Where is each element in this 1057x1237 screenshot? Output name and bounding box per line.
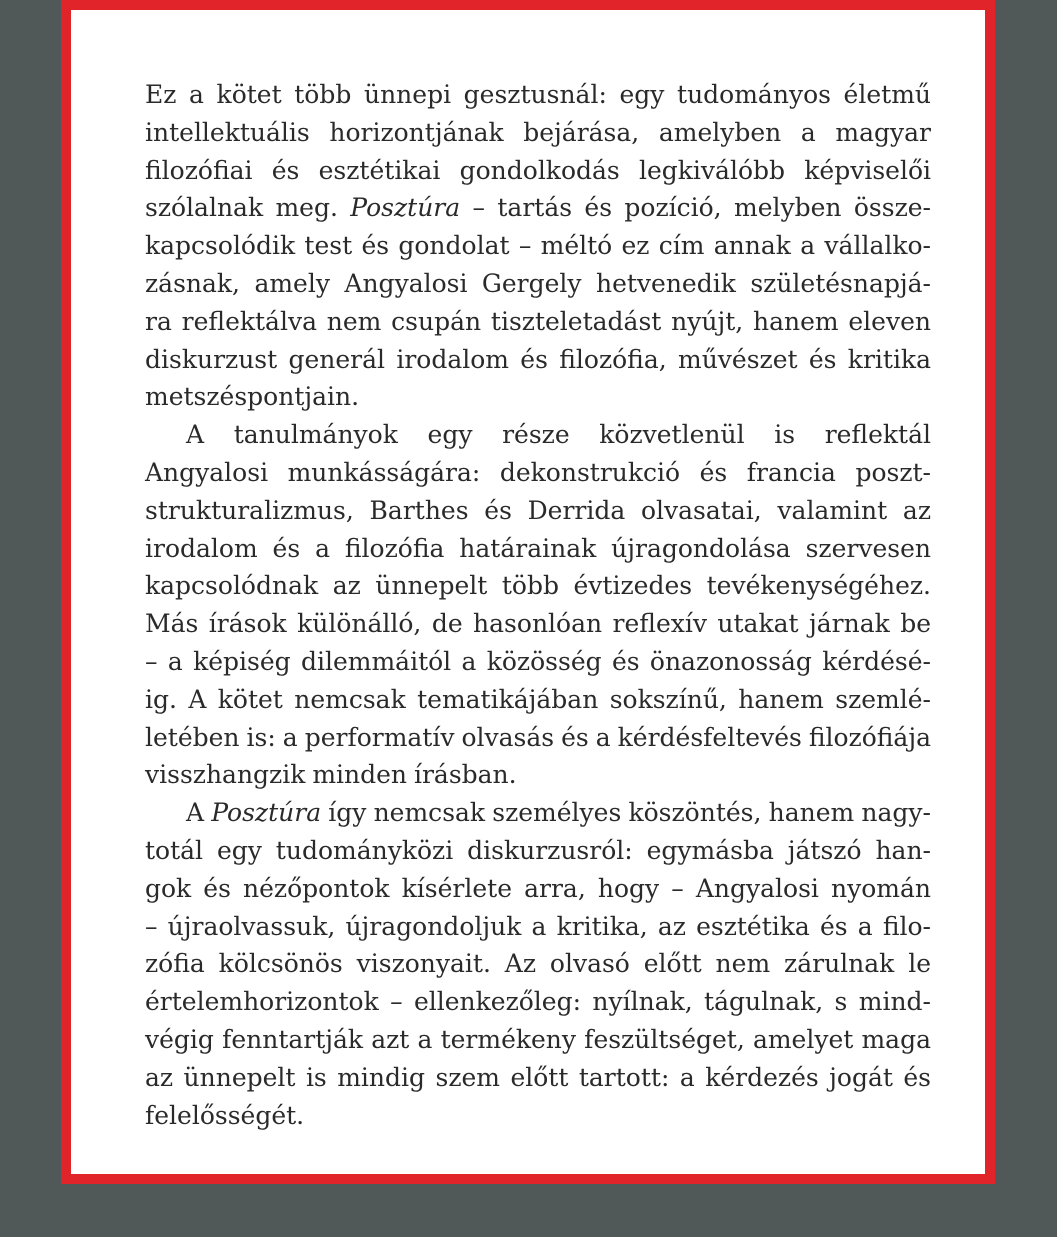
text-segment: metszéspontjain. bbox=[145, 382, 360, 412]
text-line bbox=[145, 378, 931, 416]
text-segment: totál egy tudományközi diskurzusról: egymásba játszó han- bbox=[145, 835, 931, 865]
text-line bbox=[145, 189, 931, 227]
text-segment: értelemhorizontok – ellenkezőleg: nyílnak, tágulnak, s mind- bbox=[145, 987, 931, 1017]
text-segment: – tartás és pozíció, melyben össze- bbox=[460, 193, 931, 223]
text-segment: diskurzust generál irodalom és filozófia, művészet és kritika bbox=[145, 344, 931, 374]
text-segment: kapcsolódik test és gondolat – méltó ez cím annak a vállalko- bbox=[145, 231, 931, 261]
text-line bbox=[145, 719, 931, 757]
text-segment: ig. A kötet nemcsak tematikájában sokszínű, hanem szemlé- bbox=[145, 684, 931, 714]
text-segment: szólalnak meg. bbox=[145, 193, 351, 223]
text-line bbox=[145, 416, 931, 454]
text-segment: zásnak, amely Angyalosi Gergely hetvenedik születésnapjá- bbox=[145, 268, 931, 298]
text-segment: ra reflektálva nem csupán tiszteletadást nyújt, hanem eleven bbox=[145, 306, 931, 336]
text-line bbox=[145, 152, 931, 190]
text-segment: Angyalosi munkásságára: dekonstrukció és francia poszt- bbox=[145, 457, 931, 487]
text-line bbox=[145, 605, 931, 643]
text-line bbox=[145, 1021, 931, 1059]
text-line bbox=[145, 530, 931, 568]
text-line bbox=[145, 983, 931, 1021]
text-segment: irodalom és a filozófia határainak újragondolása szervesen bbox=[145, 533, 931, 563]
italic-title: Posztúra bbox=[211, 798, 322, 828]
text-segment: – újraolvassuk, újragondoljuk a kritika, az esztétika és a filo- bbox=[145, 911, 931, 941]
text-line bbox=[145, 567, 931, 605]
text-line bbox=[145, 114, 931, 152]
text-line bbox=[145, 76, 931, 114]
text-line bbox=[145, 1059, 931, 1097]
text-line bbox=[145, 492, 931, 530]
text-line bbox=[145, 945, 931, 983]
text-line bbox=[145, 341, 931, 379]
text-line bbox=[145, 681, 931, 719]
italic-title: Posztúra bbox=[350, 193, 461, 223]
text-segment: filozófiai és esztétikai gondolkodás legkiválóbb képviselői bbox=[145, 155, 931, 185]
text-line bbox=[145, 227, 931, 265]
text-segment: így nemcsak személyes köszöntés, hanem nagy- bbox=[321, 798, 931, 828]
body-text bbox=[145, 76, 931, 1134]
text-line bbox=[145, 1097, 931, 1135]
text-line bbox=[145, 265, 931, 303]
text-segment: Ez a kötet több ünnepi gesztusnál: egy tudományos életmű bbox=[145, 80, 931, 109]
text-line bbox=[145, 303, 931, 341]
text-segment: az ünnepelt is mindig szem előtt tartott: a kérdezés jogát és bbox=[145, 1062, 931, 1092]
text-line bbox=[145, 756, 931, 794]
text-line bbox=[145, 832, 931, 870]
text-line bbox=[145, 643, 931, 681]
text-segment: A bbox=[186, 798, 212, 828]
text-segment: Más írások különálló, de hasonlóan reflexív utakat járnak be bbox=[145, 609, 931, 639]
text-segment: – a képiség dilemmáitól a közösség és önazonosság kérdésé- bbox=[145, 646, 931, 676]
text-line bbox=[145, 794, 931, 832]
text-segment: visszhangzik minden írásban. bbox=[145, 760, 517, 790]
text-segment: zófia kölcsönös viszonyait. Az olvasó előtt nem zárulnak le bbox=[145, 949, 931, 979]
text-segment: gok és nézőpontok kísérlete arra, hogy – Angyalosi nyomán bbox=[145, 873, 931, 903]
text-segment: kapcsolódnak az ünnepelt több évtizedes tevékenységéhez. bbox=[145, 571, 931, 601]
text-segment: strukturalizmus, Barthes és Derrida olvasatai, valamint az bbox=[145, 495, 931, 525]
text-segment: A tanulmányok egy része közvetlenül is reflektál bbox=[186, 420, 931, 450]
text-segment: letében is: a performatív olvasás és a kérdésfeltevés filozófiája bbox=[145, 722, 931, 752]
text-segment: intellektuális horizontjának bejárása, amelyben a magyar bbox=[145, 117, 931, 147]
text-line bbox=[145, 908, 931, 946]
text-segment: felelősségét. bbox=[145, 1100, 305, 1130]
text-segment: végig fenntartják azt a termékeny feszültséget, amelyet maga bbox=[145, 1024, 931, 1054]
text-line bbox=[145, 454, 931, 492]
page-card bbox=[61, 0, 995, 1184]
text-line bbox=[145, 870, 931, 908]
